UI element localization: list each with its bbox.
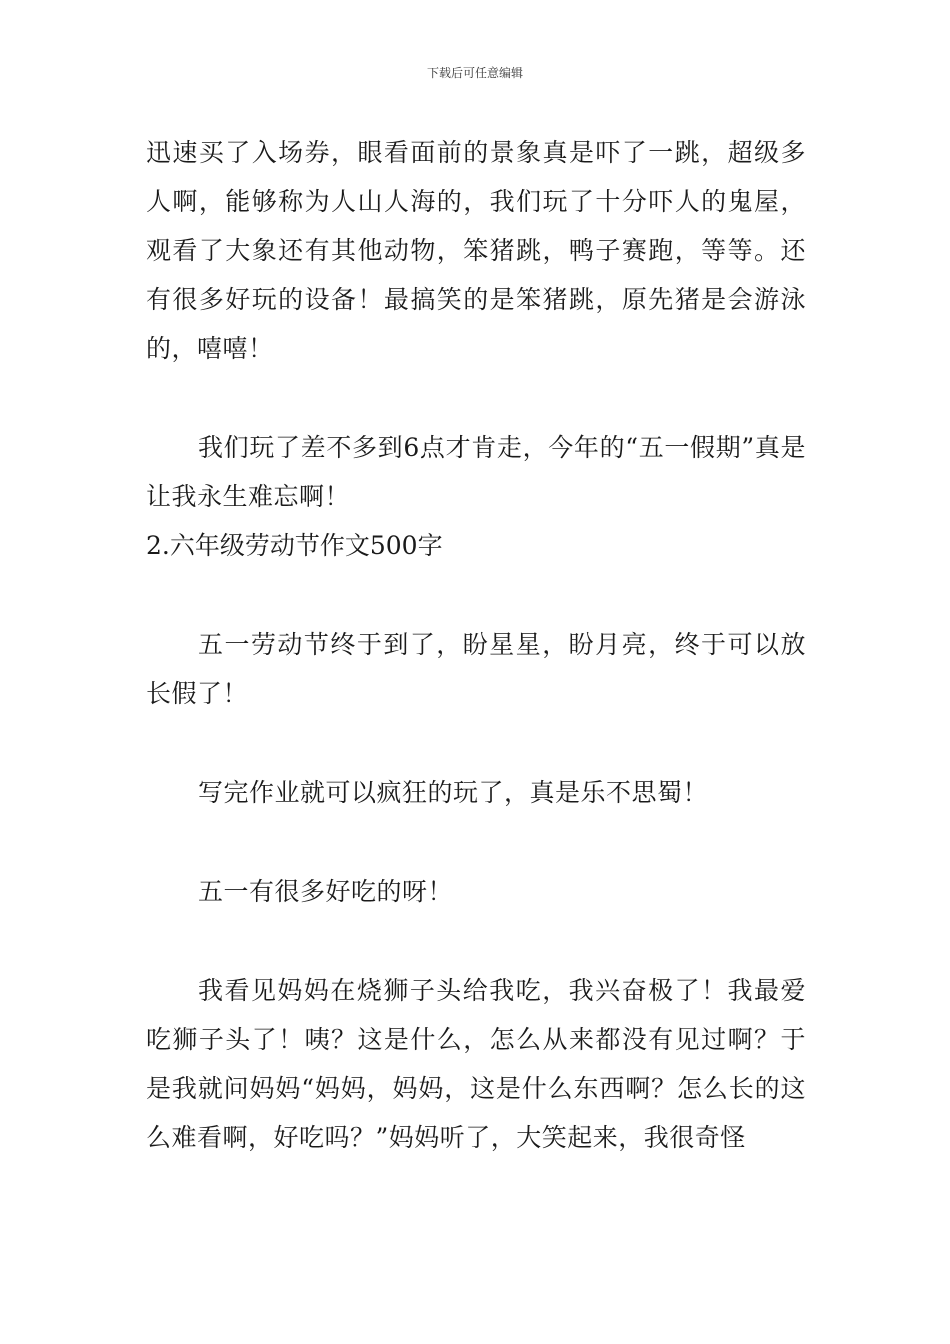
paragraph-6: 我看见妈妈在烧狮子头给我吃，我兴奋极了！我最爱吃狮子头了！咦？这是什么，怎么从来都没有见过啊？于是我就问妈妈“妈妈，妈妈，这是什么东西啊？怎么长的这么难看啊，好吃吗？”妈妈听了，大笑起来，我很奇怪 <box>146 976 806 1152</box>
paragraph-3: 五一劳动节终于到了，盼星星，盼月亮，终于可以放长假了！ <box>146 630 806 708</box>
paragraph-5: 五一有很多好吃的呀！ <box>198 877 454 906</box>
paragraph-4: 写完作业就可以疯狂的玩了，真是乐不思蜀！ <box>198 778 709 807</box>
paragraph-2: 我们玩了差不多到6点才肯走，今年的“五一假期”真是让我永生难忘啊！ <box>146 433 806 511</box>
section-heading: 2.六年级劳动节作文500字 <box>146 531 443 560</box>
page-header: 下载后可任意编辑 <box>426 66 523 80</box>
document-body <box>146 128 806 1162</box>
paragraph-1: 迅速买了入场券，眼看面前的景象真是吓了一跳，超级多人啊，能够称为人山人海的，我们玩了十分吓人的鬼屋，观看了大象还有其他动物，笨猪跳，鸭子赛跑，等等。还有很多好玩的设备！最搞笑的是笨猪跳，原先猪是会游泳的，嘻嘻！ <box>146 138 806 363</box>
